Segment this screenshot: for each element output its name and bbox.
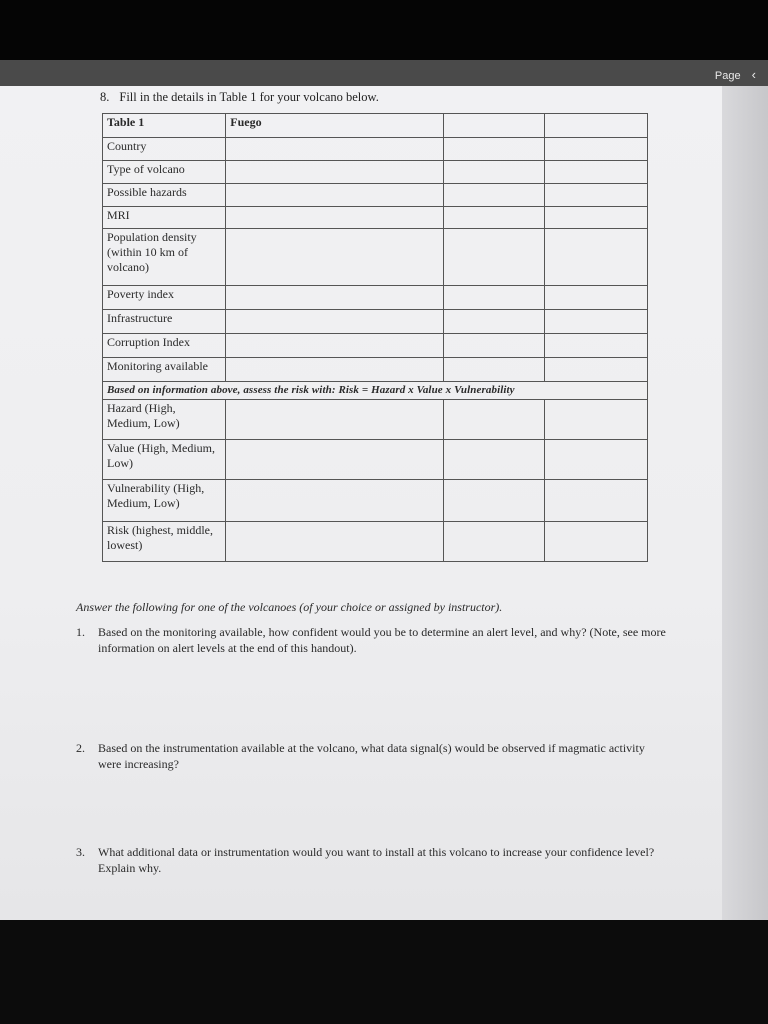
table-cell[interactable] [443, 310, 544, 334]
row-label-vulnerability: Vulnerability (High, Medium, Low) [103, 480, 226, 522]
table-cell[interactable] [226, 358, 444, 382]
table-cell[interactable] [545, 522, 648, 562]
table-cell[interactable] [545, 480, 648, 522]
row-label-hazards: Possible hazards [103, 184, 226, 207]
table-cell[interactable] [443, 286, 544, 310]
table-row [103, 400, 648, 440]
table-cell[interactable] [226, 184, 444, 207]
instructions-text: Answer the following for one of the volcanoes (of your choice or assigned by instructor). [76, 600, 503, 614]
table-cell[interactable] [545, 400, 648, 440]
table-row [103, 310, 648, 334]
table-cell[interactable] [226, 161, 444, 184]
table-row [103, 334, 648, 358]
row-label-hazard: Hazard (High, Medium, Low) [103, 400, 226, 440]
chevron-left-icon[interactable]: ‹ [751, 67, 756, 82]
table-row [103, 286, 648, 310]
table-row [103, 229, 648, 286]
column-header-fuego: Fuego [226, 114, 444, 138]
table-row [103, 207, 648, 229]
table-cell[interactable] [443, 138, 544, 161]
table-cell[interactable] [545, 440, 648, 480]
row-label-infrastructure: Infrastructure [103, 310, 226, 334]
question-8-number: 8. [100, 90, 110, 104]
row-label-risk: Risk (highest, middle, lowest) [103, 522, 226, 562]
table-row [103, 138, 648, 161]
table-row [103, 358, 648, 382]
table-row [103, 161, 648, 184]
table-cell[interactable] [226, 310, 444, 334]
table-cell[interactable] [443, 207, 544, 229]
table-cell[interactable] [443, 358, 544, 382]
table-row [103, 184, 648, 207]
row-label-type: Type of volcano [103, 161, 226, 184]
page-edge [722, 86, 768, 920]
table-cell[interactable] [545, 286, 648, 310]
page-indicator [715, 67, 756, 82]
table-cell[interactable] [226, 286, 444, 310]
table-cell[interactable] [226, 334, 444, 358]
table-cell[interactable] [443, 522, 544, 562]
table-cell[interactable] [226, 480, 444, 522]
column-header-2[interactable] [443, 114, 544, 138]
question-3-number: 3. [76, 845, 85, 859]
table-cell[interactable] [545, 358, 648, 382]
column-header-3[interactable] [545, 114, 648, 138]
question-1-number: 1. [76, 625, 85, 639]
table-row [103, 480, 648, 522]
row-label-value: Value (High, Medium, Low) [103, 440, 226, 480]
table-row [103, 440, 648, 480]
question-3-text: What additional data or instrumentation would you want to install at this volcano to increase your confidence level? Explain why. [98, 845, 655, 875]
row-label-population: Population density (within 10 km of volcano) [103, 229, 226, 286]
row-label-country: Country [103, 138, 226, 161]
table-cell[interactable] [226, 440, 444, 480]
table-cell[interactable] [226, 400, 444, 440]
table-cell[interactable] [443, 334, 544, 358]
table-row [103, 522, 648, 562]
risk-instruction-row: Based on information above, assess the risk with: Risk = Hazard x Value x Vulnerability [103, 382, 648, 400]
table-cell[interactable] [545, 161, 648, 184]
table-cell[interactable] [443, 400, 544, 440]
table-cell[interactable] [443, 184, 544, 207]
table-cell[interactable] [545, 334, 648, 358]
table-cell[interactable] [226, 207, 444, 229]
table-cell[interactable] [443, 440, 544, 480]
question-8 [100, 90, 379, 105]
page-label-text: Page [714, 70, 741, 82]
table-cell[interactable] [545, 310, 648, 334]
question-1-text: Based on the monitoring available, how confident would you be to determine an alert level, and why? (Note, see more information on alert levels at the end of this handout). [98, 625, 666, 655]
table-cell[interactable] [443, 161, 544, 184]
row-label-corruption: Corruption Index [103, 334, 226, 358]
table-cell[interactable] [226, 138, 444, 161]
table-header-row [103, 114, 648, 138]
table-cell[interactable] [545, 207, 648, 229]
row-label-mri: MRI [103, 207, 226, 229]
table-cell[interactable] [226, 522, 444, 562]
table-cell[interactable] [545, 138, 648, 161]
table-cell[interactable] [443, 480, 544, 522]
question-2-number: 2. [76, 741, 85, 755]
row-label-monitoring: Monitoring available [103, 358, 226, 382]
table-cell[interactable] [443, 229, 544, 286]
volcano-table [102, 113, 648, 562]
table-title: Table 1 [103, 114, 226, 138]
table-cell[interactable] [226, 229, 444, 286]
table-cell[interactable] [545, 184, 648, 207]
background-band [0, 920, 768, 1024]
table-row [103, 382, 648, 400]
row-label-poverty: Poverty index [103, 286, 226, 310]
question-8-text: Fill in the details in Table 1 for your volcano below. [119, 90, 379, 104]
table-cell[interactable] [545, 229, 648, 286]
question-2-text: Based on the instrumentation available at the volcano, what data signal(s) would be observed if magmatic activity were increasing? [98, 741, 645, 771]
